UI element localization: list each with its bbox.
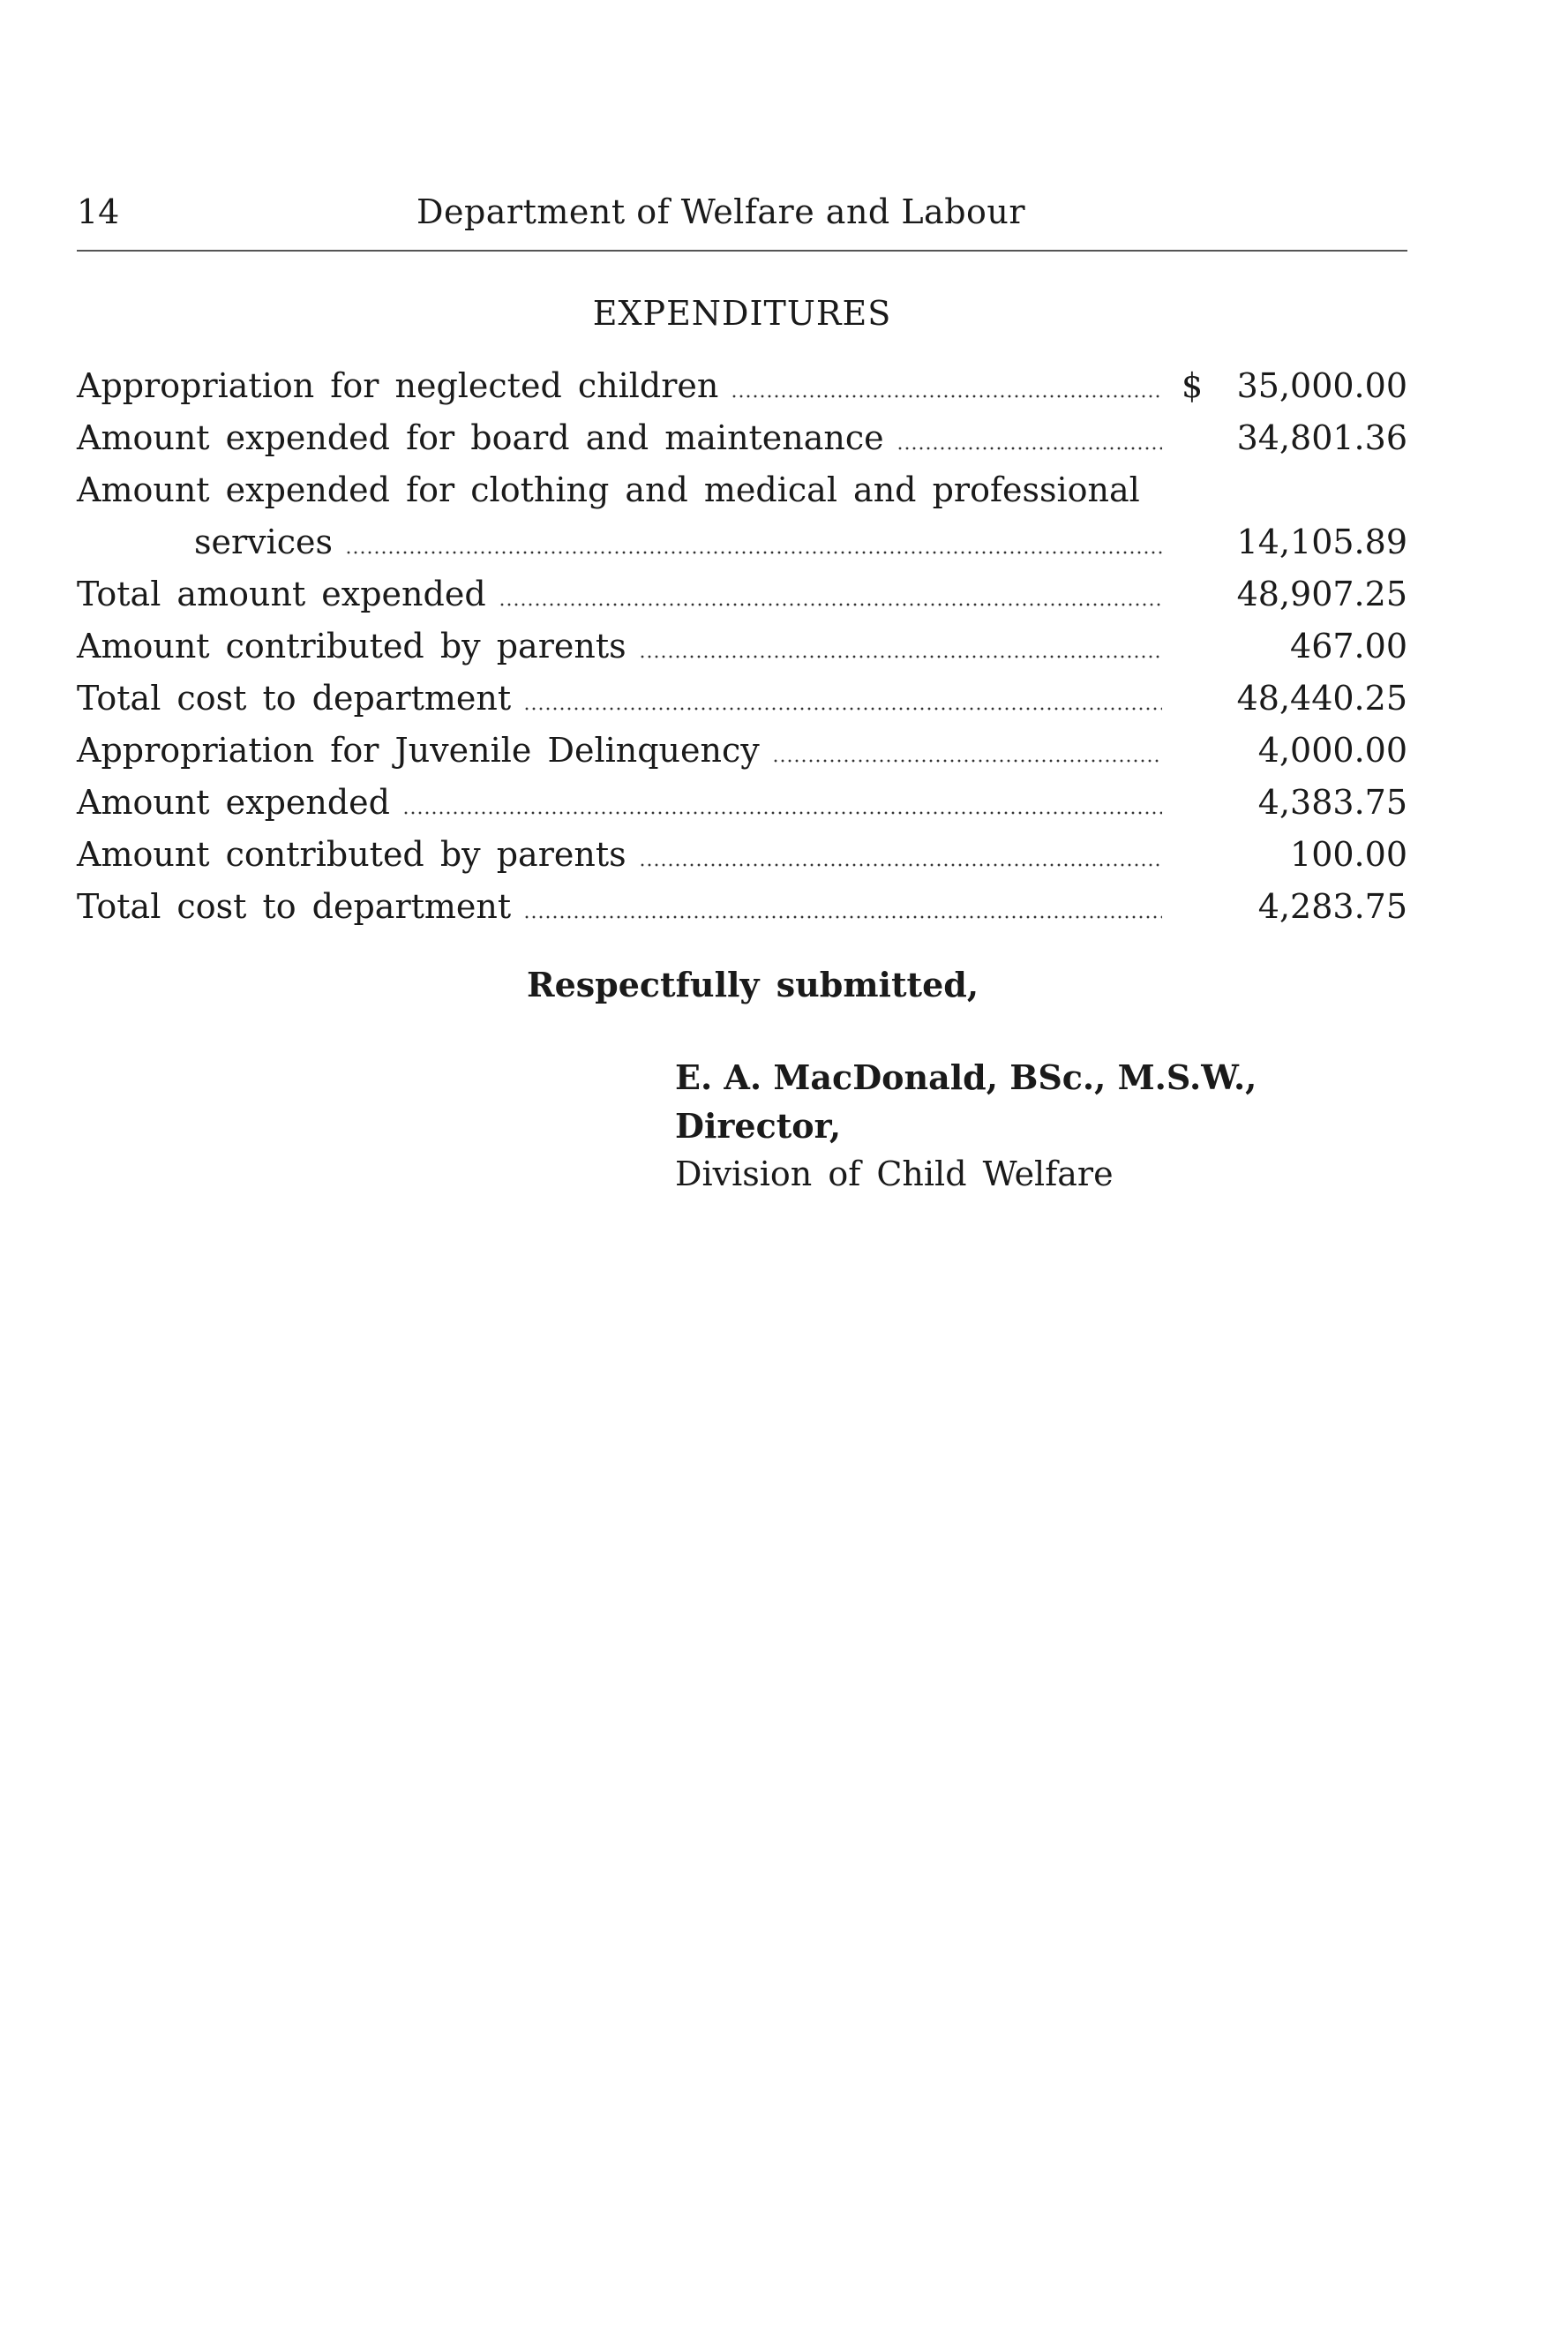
- dot-leader: [402, 811, 1162, 815]
- ledger-description: Total cost to department: [77, 673, 523, 725]
- ledger-row: [77, 777, 1407, 829]
- ledger-amount: 467.00: [1290, 627, 1407, 666]
- ledger-description: Total amount expended: [77, 568, 499, 620]
- dot-leader: [639, 655, 1162, 658]
- ledger-description: Amount contributed by parents: [77, 620, 639, 673]
- ledger-amount: 48,440.25: [1236, 679, 1407, 718]
- page-number: 14: [77, 192, 120, 231]
- ledger-row: [77, 725, 1407, 777]
- dot-leader: [345, 551, 1162, 554]
- ledger-amount: 34,801.36: [1236, 418, 1407, 457]
- ledger-row: [77, 412, 1407, 464]
- ledger-amount: 35,000.00: [1236, 366, 1407, 405]
- signatory-title: Director,: [675, 1106, 842, 1146]
- dot-leader: [639, 863, 1162, 867]
- ledger-amount: 4,000.00: [1257, 731, 1407, 770]
- dot-leader: [523, 915, 1162, 919]
- expenditures-ledger: [77, 360, 1407, 933]
- ledger-row: [77, 881, 1407, 933]
- closing-line: Respectfully submitted,: [527, 965, 979, 1004]
- section-title: EXPENDITURES: [592, 294, 892, 333]
- ledger-description: Amount expended: [77, 777, 402, 829]
- ledger-amount: 4,283.75: [1257, 887, 1407, 926]
- ledger-amount: 100.00: [1290, 835, 1407, 874]
- ledger-description: Appropriation for Juvenile Delinquency: [77, 725, 772, 777]
- ledger-description: Total cost to department: [77, 881, 523, 933]
- running-head: [77, 192, 1407, 245]
- running-head-title: Department of Welfare and Labour: [416, 192, 1026, 231]
- ledger-amount: 4,383.75: [1257, 783, 1407, 822]
- signatory-division: Division of Child Welfare: [675, 1154, 1114, 1193]
- ledger-row: [77, 620, 1407, 673]
- dot-leader: [772, 759, 1162, 763]
- ledger-row: [77, 464, 1407, 568]
- dot-leader: [731, 395, 1162, 398]
- ledger-row: [77, 829, 1407, 881]
- ledger-description: Appropriation for neglected children: [77, 360, 731, 412]
- ledger-row: [77, 568, 1407, 620]
- ledger-description: Amount expended for board and maintenance: [77, 412, 897, 464]
- ledger-amount: 14,105.89: [1236, 523, 1407, 561]
- ledger-description: Amount contributed by parents: [77, 829, 639, 881]
- ledger-row: [77, 673, 1407, 725]
- ledger-description: services: [194, 516, 345, 568]
- ledger-description-line1: Amount expended for clothing and medical and professional: [77, 470, 1140, 509]
- header-rule: [77, 250, 1407, 252]
- dot-leader: [499, 603, 1162, 606]
- currency-symbol: $: [1182, 366, 1204, 405]
- signatory-name: E. A. MacDonald, BSc., M.S.W.,: [675, 1057, 1257, 1097]
- dot-leader: [523, 707, 1162, 711]
- ledger-row: [77, 360, 1407, 412]
- ledger-amount: 48,907.25: [1236, 575, 1407, 613]
- signature-block: [675, 1053, 1257, 1199]
- dot-leader: [897, 447, 1162, 450]
